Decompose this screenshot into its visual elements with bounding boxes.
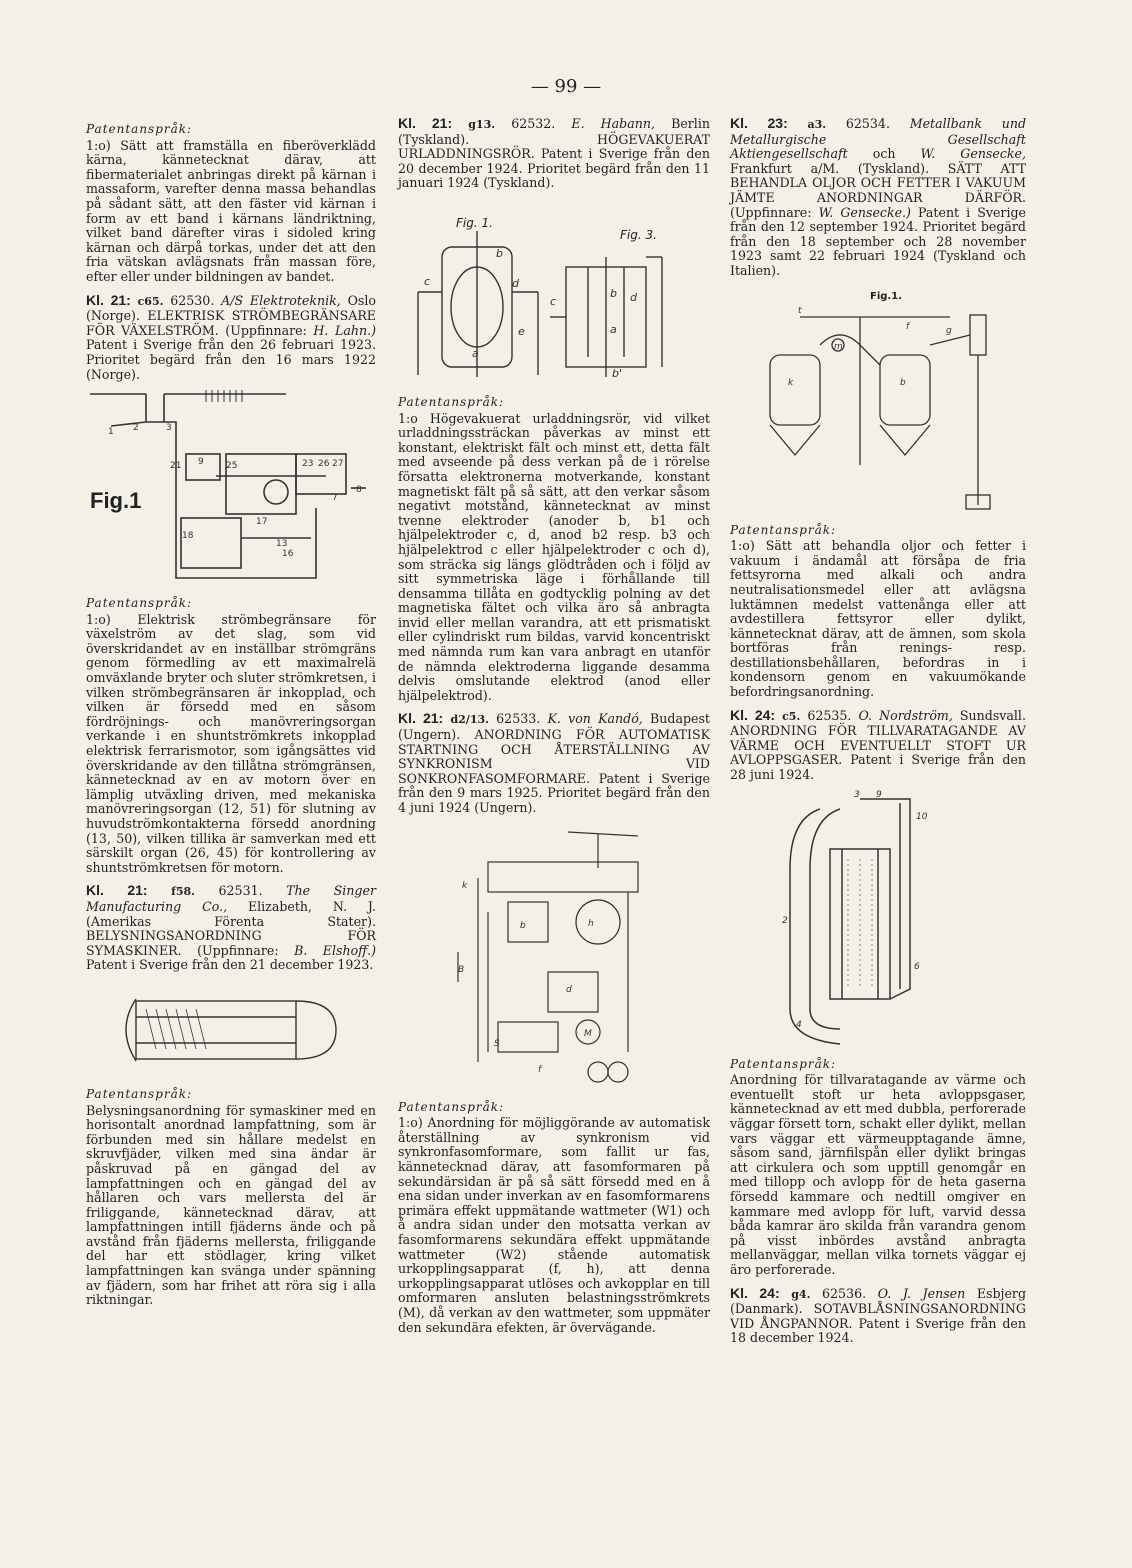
svg-text:c: c xyxy=(424,274,431,288)
svg-text:e: e xyxy=(518,324,525,338)
patent-number: 62536. xyxy=(822,1285,867,1301)
claims-heading: Patentanspråk: xyxy=(86,1086,193,1101)
patent-owner: O. J. Jensen xyxy=(877,1285,966,1301)
page-number: — 99 — xyxy=(530,76,602,97)
patent-subclass: c65. xyxy=(137,294,164,308)
claim-text: 1:o) Sätt att framställa en fiberöverklädd kärna, kännetecknat därav, att fibermaterialet anbringas direkt på kärnan i massaform, varefter denna massa behandlas på sådant sätt, att den fäster vid kärnan i form av ett band i kärnans ländriktning, vilket band därefter viras i sidoled kring kärnan och därpå torkas, under det att den fria vätskan avlägsnats från massan före, efter eller under bildningen av bandet. xyxy=(86,137,376,284)
svg-text:c: c xyxy=(550,294,557,308)
svg-text:27: 27 xyxy=(332,459,344,470)
column-right xyxy=(730,116,1026,1352)
svg-text:13: 13 xyxy=(276,539,288,550)
figure-lamp-socket xyxy=(86,979,376,1079)
svg-text:h: h xyxy=(588,918,594,929)
patent-subclass: g13. xyxy=(468,118,496,131)
patent-class: Kl. 24: xyxy=(730,1284,780,1301)
svg-text:21: 21 xyxy=(170,461,182,472)
svg-text:25: 25 xyxy=(226,461,238,472)
svg-text:d: d xyxy=(512,276,519,290)
patent-owner: The Singer Manufacturing Co., xyxy=(86,883,376,914)
figure-discharge-tube xyxy=(398,197,710,387)
patent-entry-62533 xyxy=(398,711,710,815)
claim-text: Anordning för tillvaratagande av värme och eventuellt stoft ur heta avloppsgaser, kännetecknad av ett med dubbla, perforerade väggar försett torn, schakt eller dylikt, mellan vars väggar ett värmeupptagande ämne, såsom sand, järnfilspån eller dylikt bringas att cirkulera och som upptill genomgår en med tillopp och avlopp för de heta gaserna försedd kammare och nedtill omgiver en kammare med avlopp för luft, varvid dessa båda kamrar äro skilda från varandra genom på visst inbördes avstånd anbragta mellanväggar, mellan vilka tornets väggar ej äro perforerade. xyxy=(730,1072,1026,1277)
patent-entry-62530 xyxy=(86,293,376,383)
claim-text: 1:o Högevakuerat urladdningsrör, vid vilket urladdningssträckan påverkas av minst ett konstant, elektriskt fält och minst ett, detta fält med avseende på dess verkan på de i rörelse försatta elektronerna motverkande, konstant magnetiskt fält på så sätt, att den verkar såsom negativt motstånd, kännetecknat av minst tvenne elektroder (anoder b, b1 och hjälpelektroder c, d, anod b2 resp. b3 och hjälpelektrod c eller hjälpelektroder c och d), som sträcka sig längs glödtråden och i följd av sitt symmetriska läge i förhållande till densamma tillåta en godtycklig polning av det magnetiska fältet och vilka äro så anbragta invid eller mellan varandra, att ett prismatiskt eller cylindriskt rum bildas, varvid koncentriskt med nämnda rum kan vara anbragt en utanför de nämnda elektroderna liggande desamma delvis omslutande elektrod (anod eller hjälpelektrod). xyxy=(398,410,710,703)
patent-subclass: c5. xyxy=(782,709,801,723)
svg-text:b: b xyxy=(900,377,906,388)
svg-text:S: S xyxy=(494,1038,500,1049)
patent-details: Esbjerg (Danmark). SOTAVBLÅSNINGSANORDNING VID ÅNGPANNOR. Patent i Sverige från den 18 december 1924. xyxy=(730,1285,1027,1346)
patent-subclass: a3. xyxy=(807,118,827,131)
patent-details: Frankfurt a/M. (Tyskland). SÄTT ATT BEHANDLA OLJOR OCH FETTER I VAKUUM JÄMTE ANORDNINGAR DÄRFÖR. (Uppfinnare: xyxy=(730,160,1026,220)
claim-text: Belysningsanordning för symaskiner med en horisontalt anordnad lampfattning, som är förbunden med sin hållare medelst en skruvfjäder, vilken med sina ändar är påskruvad på en gängad del av lampfattningen och en gängad del av hållaren och vars mellersta del är friliggande, kännetecknad därav, att lampfattningen intill fjäderns ände och på avstånd från fjäderns mellersta, friliggande del har ett stödlager, kring vilket lampfattningen kan svänga under spänning av fjädern, som har frihet att röra sig i alla riktningar. xyxy=(86,1102,376,1308)
patent-owner: W. Gensecke, xyxy=(920,146,1026,162)
patent-owner: Metallbank und Metallurgische Gesellschaft Aktiengesellschaft xyxy=(730,116,1027,162)
svg-text:g: g xyxy=(946,325,952,336)
patent-details: Oslo (Norge). ELEKTRISK STRÖMBEGRÄNSARE FÖR VÄXELSTRÖM. (Uppfinnare: xyxy=(86,292,376,338)
svg-text:1: 1 xyxy=(108,427,114,438)
claim-text: 1:o) Anordning för möjliggörande av automatisk återställning av synkronism vid synkronfasomformare, som fallit ur fas, kännetecknad därav, att fasomformaren på sekundärsidan är på så sätt försedd med en å ena sidan under inverkan av en fasomformarens primära effekt uppmätande wattmeter (W1) och å andra sidan under den motsatta verkan av fasomformarens sekundära effekt uppmätande wattmeter (W2) stående automatisk urkopplingsapparat (f, h), att denna urkopplingsapparat utlöses och avkopplar en till omformaren ansluten belastningsströmkrets (M), då verkan av den wattmeter, som uppmäter den sekundära efekten, är övervägande. xyxy=(398,1115,710,1335)
claim-text: 1:o) Elektrisk strömbegränsare för växelström av det slag, som vid överskridandet av en inställbar strömgräns genom förmedling av ett maximalrelä omväxlande bryter och sluter strömkretsen, i vilken strömbegränsaren är inkopplad, och vilken är försedd med en såsom fördröjnings- och manövreringsorgan verkande i en shuntströmkrets inkopplad elektrisk ferrarismotor, som igångsättes vid överskridande av den tillåtna strömgränsen, kännetecknad av en av motorn över en lämplig utväxling driven, med mekaniska manövreringsorgan (12, 51) för slutning av huvudströmkontakterna försedd anordning (13, 50), vilken tillika är samverkan med ett särskilt organ (26, 45) för kontrollering av shuntströmkretsen för motorn. xyxy=(86,611,376,875)
patent-number: 62531. xyxy=(218,883,263,899)
patent-owner: K. von Kandó, xyxy=(547,711,643,727)
patent-owner: E. Habann, xyxy=(571,116,655,131)
svg-text:a: a xyxy=(610,322,617,336)
figure-label: Fig. 3. xyxy=(620,227,657,242)
patent-number: 62533. xyxy=(496,711,541,727)
svg-text:2: 2 xyxy=(133,423,139,434)
patent-class: Kl. 21: xyxy=(86,882,148,899)
svg-text:18: 18 xyxy=(182,531,194,542)
svg-text:m: m xyxy=(834,341,843,352)
claim-text: 1:o) Sätt att behandla oljor och fetter i vakuum i ändamål att försåpa de fria fettsyrorna med alkali och andra neutralisationsmedel eller att avlägsna luktämnen medelst vattenånga eller att avdestillera fettsyror eller dylikt, kännetecknat därav, att de ämnen, som skola bortföras från renings- resp. destillationsbehållaren, befordras in i kondensorn genom en vakuumökande befordringsanordning. xyxy=(730,538,1026,700)
patent-class: Kl. 23: xyxy=(730,115,788,131)
patent-number: 62530. xyxy=(170,292,215,308)
svg-text:6: 6 xyxy=(914,961,920,972)
svg-text:k: k xyxy=(788,377,794,388)
patent-details: Elizabeth, N. J. (Amerikas Förenta Stater). BELYSNINGSANORDNING FÖR SYMASKINER. (Uppfinnare: xyxy=(86,898,376,958)
patent-number: 62532. xyxy=(511,116,556,131)
claims-heading: Patentanspråk: xyxy=(398,1099,505,1114)
patent-subclass: f58. xyxy=(171,885,195,899)
svg-text:17: 17 xyxy=(256,517,268,528)
patent-entry-62535 xyxy=(730,708,1026,783)
svg-text:3: 3 xyxy=(166,423,172,434)
patent-owner: A/S Elektroteknik, xyxy=(221,292,341,308)
svg-text:9: 9 xyxy=(198,457,204,468)
svg-text:b: b xyxy=(496,246,503,260)
svg-text:8: 8 xyxy=(356,485,362,496)
patent-entry-62532 xyxy=(398,116,710,191)
svg-text:k: k xyxy=(462,880,468,891)
svg-text:f: f xyxy=(538,1064,542,1075)
patent-subclass: d2/13. xyxy=(450,713,489,727)
patent-entry-62534 xyxy=(730,116,1026,279)
patent-details: Budapest (Ungern). ANORDNING FÖR AUTOMATISK STARTNING OCH ÅTERSTÄLLNING AV SYNKRONISM VID SONKRONFASOMFORMARE. Patent i Sverige från den 9 mars 1925. Prioritet begärd från den 4 juni 1924 (Ungern). xyxy=(398,711,710,815)
patent-dates: Patent i Sverige från den 26 februari 1923. Prioritet begärd från den 16 mars 1922 (Norge). xyxy=(86,337,376,382)
claims-heading: Patentanspråk: xyxy=(730,522,837,537)
patent-owner: O. Nordström, xyxy=(858,707,953,723)
svg-text:d: d xyxy=(566,984,572,995)
svg-text:b': b' xyxy=(612,366,623,380)
figure-current-limiter xyxy=(86,388,376,588)
claims-heading: Patentanspråk: xyxy=(398,394,505,409)
patent-details: Berlin (Tyskland). HÖGEVAKUERAT URLADDNINGSRÖR. Patent i Sverige från den 20 december 1924. Prioritet begärd från den 11 januari 1924 (Tyskland). xyxy=(398,116,710,191)
claims-heading: Patentanspråk: xyxy=(86,596,193,611)
svg-text:b: b xyxy=(520,920,526,931)
svg-text:26: 26 xyxy=(318,459,330,470)
svg-text:10: 10 xyxy=(916,811,928,822)
figure-vacuum-apparatus xyxy=(730,285,1026,515)
svg-text:16: 16 xyxy=(282,549,294,560)
svg-text:4: 4 xyxy=(796,1019,802,1030)
claims-heading: Patentanspråk: xyxy=(86,122,193,136)
patent-inventor: W. Gensecke.) xyxy=(818,204,911,220)
svg-text:23: 23 xyxy=(302,459,314,470)
patent-class: Kl. 24: xyxy=(730,706,776,723)
figure-label: Fig. 1. xyxy=(456,215,493,230)
svg-text:d: d xyxy=(630,290,637,304)
patent-inventor: H. Lahn.) xyxy=(313,322,376,338)
figure-label: Fig.1 xyxy=(90,488,142,514)
patent-dates: Patent i Sverige från den 12 september 1924. Prioritet begärd från den 18 september och 28 november 1923 samt 22 februari 1924 (Tyskland och Italien). xyxy=(730,204,1026,278)
patent-entry-62531 xyxy=(86,883,376,973)
svg-text:2: 2 xyxy=(782,915,788,926)
patent-subclass: g4. xyxy=(791,1287,811,1301)
svg-text:3: 3 xyxy=(854,789,860,800)
patent-details: och xyxy=(872,146,896,162)
svg-text:f: f xyxy=(906,321,910,332)
patent-number: 62535. xyxy=(807,707,852,723)
svg-text:7: 7 xyxy=(332,493,338,504)
figure-label: Fig.1. xyxy=(870,290,902,302)
svg-text:M: M xyxy=(584,1028,592,1039)
svg-text:a: a xyxy=(472,346,479,360)
patent-class: Kl. 21: xyxy=(86,291,131,308)
patent-entry-62536 xyxy=(730,1286,1026,1346)
column-middle xyxy=(398,116,710,1343)
svg-text:b: b xyxy=(610,286,617,300)
svg-text:t: t xyxy=(798,305,802,316)
svg-text:B: B xyxy=(458,964,465,975)
figure-heat-recovery-tower xyxy=(730,789,1026,1049)
column-left xyxy=(86,116,376,1316)
patent-details: Sundsvall. ANORDNING FÖR TILLVARATAGANDE AV VÄRME OCH EVENTUELLT STOFT UR AVLOPPSGASER. Patent i Sverige från den 28 juni 1924. xyxy=(730,707,1026,783)
svg-text:9: 9 xyxy=(876,789,882,800)
patent-dates: Patent i Sverige från den 21 december 1923. xyxy=(86,957,374,973)
figure-synchronous-converter xyxy=(398,822,710,1092)
patent-number: 62534. xyxy=(845,116,890,131)
patent-class: Kl. 21: xyxy=(398,710,444,727)
patent-class: Kl. 21: xyxy=(398,115,453,131)
patent-inventor: B. Elshoff.) xyxy=(294,942,376,958)
claims-heading: Patentanspråk: xyxy=(730,1056,837,1071)
